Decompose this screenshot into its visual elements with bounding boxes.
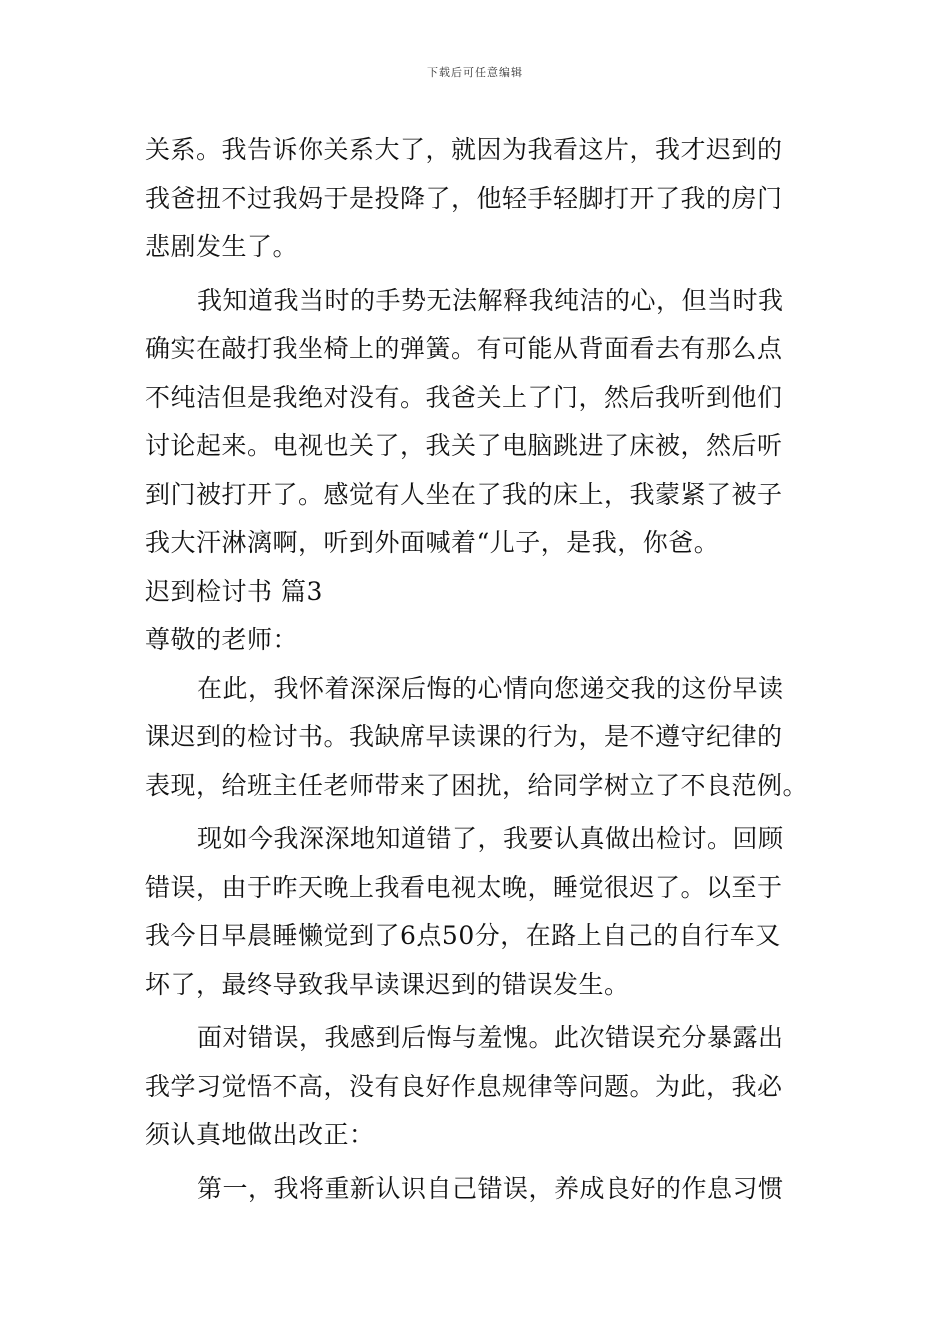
section-heading: 迟到检讨书 篇3: [145, 576, 323, 606]
text-line: 悲剧发生了。: [145, 232, 299, 261]
paragraph-first-line: 第一，我将重新认识自己错误，养成良好的作息习惯: [197, 1173, 784, 1203]
text-line: 我大汗淋漓啊，听到外面喊着“儿子，是我，你爸。: [145, 528, 720, 557]
text-line: 表现，给班主任老师带来了困扰，给同学树立了不良范例。: [145, 770, 809, 800]
download-note: 下载后可任意编辑: [427, 66, 523, 79]
text-line: 到门被打开了。感觉有人坐在了我的床上，我蒙紧了被子: [145, 479, 783, 509]
text-line: 错误，由于昨天晚上我看电视太晚，睡觉很迟了。以至于: [145, 872, 783, 902]
text-line: 我今日早晨睡懒觉到了6点50分，在路上自己的自行车又: [145, 921, 781, 950]
text-line: 确实在敲打我坐椅上的弹簧。有可能从背面看去有那么点: [145, 334, 783, 363]
text-line: 坏了，最终导致我早读课迟到的错误发生。: [145, 969, 630, 999]
text-line: 课迟到的检讨书。我缺席早读课的行为，是不遵守纪律的: [145, 722, 783, 751]
paragraph-first-line: 我知道我当时的手势无法解释我纯洁的心，但当时我: [197, 285, 784, 315]
paragraph-first-line: 面对错误，我感到后悔与羞愧。此次错误充分暴露出: [197, 1023, 784, 1052]
document-body: [145, 126, 810, 1213]
text-line: 我爸扭不过我妈于是投降了，他轻手轻脚打开了我的房门: [145, 183, 783, 213]
salutation: 尊敬的老师：: [145, 625, 299, 654]
text-line: 讨论起来。电视也关了，我关了电脑跳进了床被，然后听: [145, 431, 783, 460]
text-line: 不纯洁但是我绝对没有。我爸关上了门，然后我听到他们: [145, 382, 783, 412]
paragraph-first-line: 现如今我深深地知道错了，我要认真做出检讨。回顾: [197, 824, 784, 853]
text-line: 关系。我告诉你关系大了，就因为我看这片，我才迟到的: [145, 135, 783, 164]
paragraph-first-line: 在此，我怀着深深后悔的心情向您递交我的这份早读: [197, 673, 784, 703]
text-line: 须认真地做出改正：: [145, 1120, 375, 1149]
text-line: 我学习觉悟不高，没有良好作息规律等问题。为此，我必: [145, 1071, 783, 1101]
